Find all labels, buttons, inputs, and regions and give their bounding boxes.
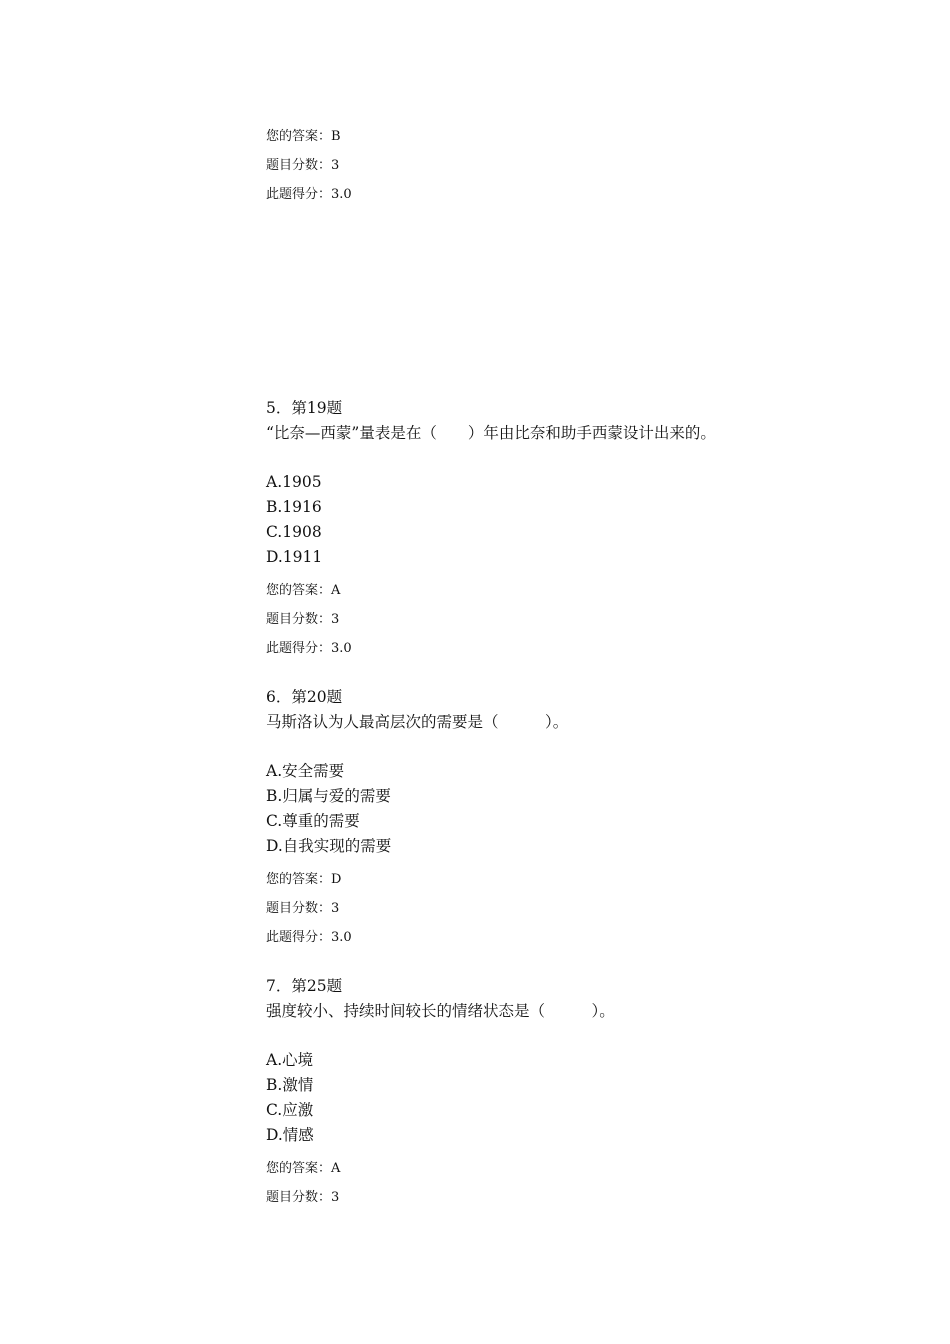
prev-question-points: 题目分数：3 [266, 158, 340, 173]
q5-option-b: B.1916 [266, 498, 322, 516]
q6-option-a: A.安全需要 [266, 762, 345, 780]
prev-your-answer: 您的答案：B [266, 129, 341, 144]
q7-stem: 强度较小、持续时间较长的情绪状态是（ ）。 [266, 1002, 615, 1020]
q5-option-a: A.1905 [266, 473, 322, 491]
q6-option-d: D.自我实现的需要 [266, 837, 392, 855]
q6-question-score: 此题得分：3.0 [266, 930, 352, 945]
q7-option-b: B.激情 [266, 1076, 314, 1094]
q7-option-c: C.应激 [266, 1101, 314, 1119]
q7-heading: 7．第25题 [266, 977, 343, 995]
q6-your-answer: 您的答案：D [266, 872, 342, 887]
q5-stem: “比奈—西蒙”量表是在（ ）年由比奈和助手西蒙设计出来的。 [266, 424, 716, 442]
q6-stem: 马斯洛认为人最高层次的需要是（ ）。 [266, 713, 569, 731]
q7-question-points: 题目分数：3 [266, 1190, 340, 1205]
q6-option-b: B.归属与爱的需要 [266, 787, 391, 805]
q6-heading: 6．第20题 [266, 688, 343, 706]
q5-option-c: C.1908 [266, 523, 322, 541]
q7-option-d: D.情感 [266, 1126, 314, 1144]
q5-question-points: 题目分数：3 [266, 612, 340, 627]
q6-option-c: C.尊重的需要 [266, 812, 360, 830]
q5-question-score: 此题得分：3.0 [266, 641, 352, 656]
prev-question-score: 此题得分：3.0 [266, 187, 352, 202]
q5-option-d: D.1911 [266, 548, 323, 566]
q6-question-points: 题目分数：3 [266, 901, 340, 916]
q5-heading: 5．第19题 [266, 399, 343, 417]
q7-your-answer: 您的答案：A [266, 1161, 341, 1176]
q7-option-a: A.心境 [266, 1051, 314, 1069]
q5-your-answer: 您的答案：A [266, 583, 341, 598]
